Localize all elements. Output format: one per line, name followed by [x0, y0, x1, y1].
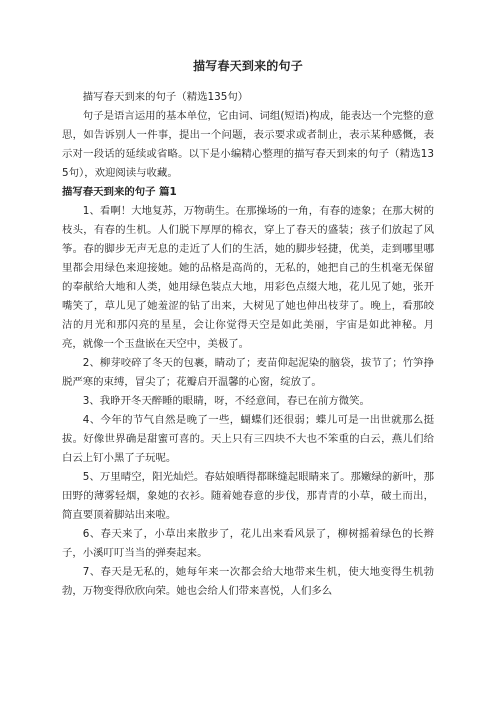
section-heading: 描写春天到来的句子 篇1: [62, 186, 177, 198]
sentence-3: 3、我睁开冬天醉睡的眼睛，呀，不经意间，春已在前方微笑。: [82, 395, 370, 407]
sentence-5: 5、万里晴空，阳光灿烂。春姑娘晒得都眯缝起眼睛来了。那嫩绿的新叶，那田野的薄雾轻烟，象她的衣衫。随着她春意的步伐，那青青的小草，破土而出，简直要顶着脚站出来啦。: [62, 471, 434, 521]
sentence-2: 2、柳芽咬碎了冬天的包裹，睛动了；麦苗仰起泥染的脑袋，拔节了；竹笋挣脱严寒的束缚，冒尖了；花瓣启开温馨的心窗，绽放了。: [62, 357, 434, 388]
description-paragraph: 句子是语言运用的基本单位，它由词、词组(短语)构成，能表达一个完整的意思，如告诉别人一件事，提出一个问题，表示要求或者制止，表示某种感慨，表示对一段话的延续或省略。以下是小编精心整理的描写春天到来的句子（精选135句），欢迎阅读与收藏。: [62, 110, 434, 179]
document-page: [62, 58, 434, 601]
sentence-6: 6、春天来了，小草出来散步了，花儿出来看风景了，柳树摇着绿色的长辫子，小溪叮叮当当的弹奏起来。: [62, 528, 434, 559]
sentence-1: 1、看啊！大地复苏，万物萌生。在那操场的一角，有春的迹象；在那大树的枝头，有春的生机。人们脱下厚厚的棉衣，穿上了春天的盛装；孩子们放起了风筝。春的脚步无声无息的走近了人们的生活，她的脚步轻捷，优美，走到哪里哪里都会用绿色来迎接她。她的品格是高尚的，无私的，她把自己的生机毫无保留的奉献给大地和人类，她用绿色装点大地，用彩色点缀大地，花儿见了她，张开嘴笑了，草儿见了她羞涩的钻了出来，大树见了她也伸出枝芽了。晚上，看那皎洁的月光和那闪亮的星星，会让你觉得天空是如此美丽，宇宙是如此神秘。月亮，就像一个玉盘嵌在天空中，美极了。: [62, 205, 434, 350]
sentence-7: 7、春天是无私的，她每年来一次都会给大地带来生机，使大地变得生机勃勃，万物变得欣欣向荣。她也会给人们带来喜悦，人们多么: [62, 566, 434, 597]
sentence-4: 4、今年的节气自然是晚了一些，蝴蝶们还很弱；蝶儿可是一出世就那么挺拔。好像世界确是甜蜜可喜的。天上只有三四块不大也不笨重的白云，燕儿们给白云上钉小黑了子玩呢。: [62, 414, 434, 464]
intro-paragraph: 描写春天到来的句子（精选135句）: [82, 91, 249, 103]
document-title: 描写春天到来的句子: [193, 59, 303, 73]
